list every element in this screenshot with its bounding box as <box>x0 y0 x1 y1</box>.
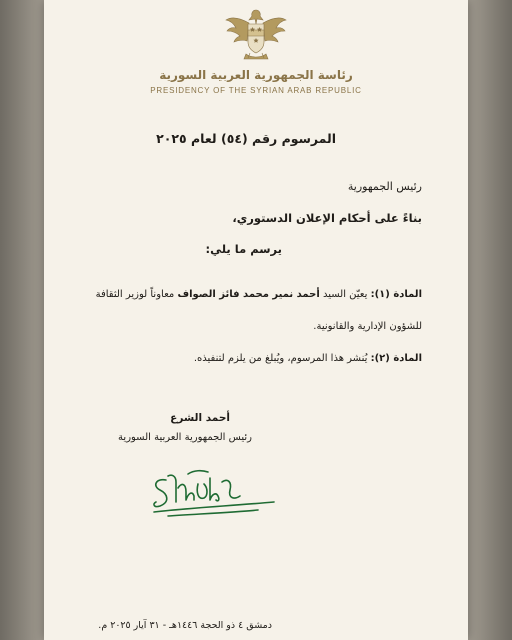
article-1-line-2: للشؤون الإدارية والقانونية. <box>313 321 422 332</box>
article-1-text-b: معاوناً لوزير الثقافة <box>95 289 175 300</box>
article-1-text-a: يعيّن السيد <box>322 289 368 300</box>
background-right <box>468 0 512 640</box>
handwritten-signature <box>148 462 278 522</box>
decree-title: المرسوم رقم (٥٤) لعام ٢٠٢٥ <box>156 131 336 146</box>
issuer-line: رئيس الجمهورية <box>347 180 422 193</box>
background-left <box>0 0 44 640</box>
letterhead-english: PRESIDENCY OF THE SYRIAN ARAB REPUBLIC <box>150 86 362 95</box>
eagle-emblem-icon <box>224 6 288 64</box>
decrees-line: يرسم ما يلي: <box>205 242 282 256</box>
letterhead-arabic: رئاسة الجمهورية العربية السورية <box>159 68 353 82</box>
article-2-label: المادة (٢): <box>370 353 422 364</box>
signatory-name: أحمد الشرع <box>170 412 230 424</box>
date-line: دمشق ٤ ذو الحجة ١٤٤٦هـ - ٣١ آيار ٢٠٢٥ م. <box>98 620 272 631</box>
signatory-title: رئيس الجمهورية العربية السورية <box>118 432 252 443</box>
article-2-text: يُنشر هذا المرسوم، ويُبلغ من يلزم لتنفيذه. <box>193 353 368 364</box>
article-1 <box>96 289 422 300</box>
article-1-label: المادة (١): <box>370 289 422 300</box>
decree-document <box>44 0 468 640</box>
preamble-line: بناءً على أحكام الإعلان الدستوري، <box>232 211 422 225</box>
appointee-name: أحمد نمير محمد فائز الصواف <box>177 289 320 300</box>
article-2 <box>194 353 422 364</box>
